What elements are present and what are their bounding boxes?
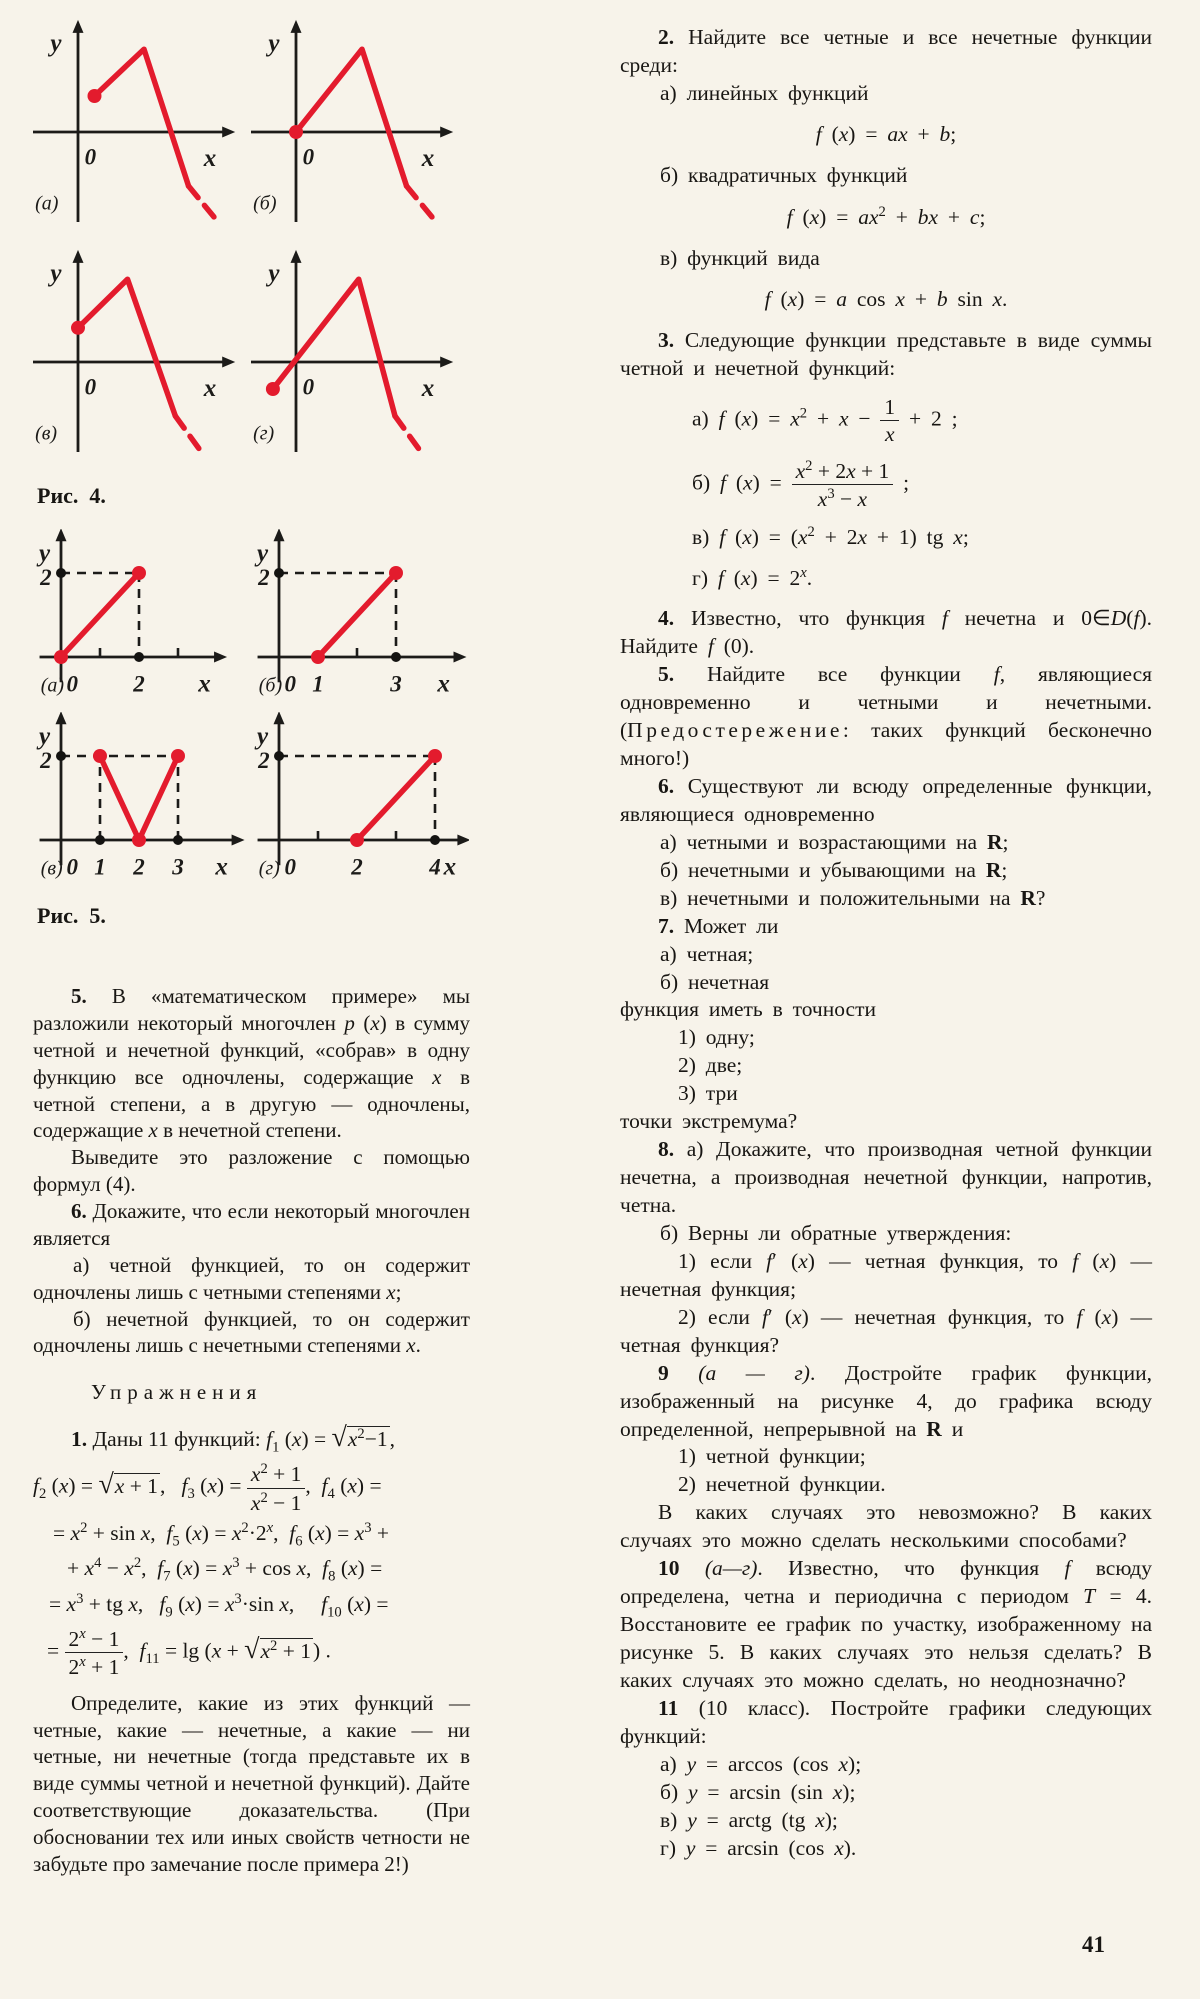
problem-11-item-v: в) y = arctg (tg x); (660, 1807, 838, 1832)
problem-7-text: функция иметь в точности (620, 997, 876, 1022)
svg-text:(в): (в) (35, 422, 58, 445)
svg-text:0: 0 (302, 144, 315, 170)
svg-text:y: y (256, 540, 269, 568)
exercises-heading: Упражнения (91, 1380, 263, 1405)
exercise-1-line-2: $f_2$ (x) = √x + 1, $f_3$ (x) = $\frac{x^2 + 1}{x^2 - 1}$ , $f_4$ (x) = (33, 1461, 382, 1515)
svg-text:x: x (203, 145, 217, 173)
svg-text:y: y (256, 723, 269, 751)
formula-2b: f $(x) = ax^2$ + bx + c; (786, 203, 986, 229)
problem-8-item-1: 1) если f′ (x) — четная функция, то f (x) — нечетная функция; (620, 1248, 1152, 1301)
fig4-graph-v (33, 245, 251, 475)
paragraph-problem-6: 6. Докажите, что если некоторый многочлен является (33, 1199, 470, 1250)
formula-3g: г) f $(x) = 2^x$. (692, 565, 813, 591)
problem-2-item-a: а) линейных функций (660, 80, 869, 105)
svg-text:(а): (а) (35, 192, 59, 215)
problem-7: 7. Может ли (658, 913, 779, 938)
figure-4-row-1 (33, 15, 470, 245)
problem-6-item-a: а) четными и возрастающими на R; (660, 829, 1009, 854)
svg-text:x: x (421, 375, 435, 403)
problem-11-item-b: б) y = arcsin (sin x); (660, 1779, 856, 1804)
paragraph-problem-5: 5. В «математическом примере» мы разложили некоторый многочлен p (x) в сумму четной и нечетной функций, «собрав» в одну функцию все одночлены, содержащие x в четной степени, а в другую — одночлены, содержащие x в нечетной степени. (33, 984, 470, 1143)
svg-text:(г): (г) (258, 857, 280, 880)
fig4-graph-g (251, 245, 469, 475)
problem-6-item-b: б) нечетной функцией, то он содержит одночлены лишь с нечетными степенями x. (33, 1306, 470, 1358)
svg-text:0: 0 (284, 671, 296, 697)
figure-5-row-1 (33, 529, 470, 712)
exercise-1-conclusion: Определите, какие из этих функций — четные, какие — нечетные, а какие — ни четные, ни нечетные (тогда представьте их в виде суммы четной и нечетной функций). Дайте соответствующие доказательства. (При обосновании тех или иных свойств четности не забудьте про замечание после примера 2!) (33, 1690, 470, 1876)
svg-text:3: 3 (390, 671, 402, 697)
figure-4-row-2 (33, 245, 470, 475)
problem-7-item-2: 2) две; (678, 1053, 743, 1078)
problem-7-item-b: б) нечетная (660, 969, 770, 994)
svg-text:x: x (437, 670, 450, 698)
problem-6-item-b: б) нечетными и убывающими на R; (660, 857, 1008, 882)
problem-8: 8. а) Докажите, что производная четной функции нечетна, а производная нечетной функции, напротив, четна. (620, 1137, 1152, 1218)
problem-6-item-a: а) четной функцией, то он содержит одночлены лишь с четными степенями x; (33, 1252, 470, 1304)
exercise-1-line-3: = $x^2 + \sin x$, $f_5$ $(x) = x^2\cdot 2^x$, $f_6$ $(x) = x^3$ + (53, 1519, 390, 1550)
svg-text:2: 2 (40, 747, 52, 773)
svg-text:y: y (38, 540, 51, 568)
problem-6: 6. Существуют ли всюду определенные функции, являющиеся одновременно (620, 773, 1152, 826)
svg-text:x: x (421, 145, 435, 173)
problem-7-text-end: точки экстремума? (620, 1109, 798, 1134)
exercise-1-line-4: + $x^4 - x^2$, $f_7$ $(x) = x^3 + \cos x$, $f_8$ (x) = (67, 1555, 383, 1585)
fig5-graph-a (33, 529, 251, 712)
exercise-1-line-1: 1. Даны 11 функций: $f_1$ $(x) = √x^2-1$, (71, 1422, 395, 1456)
left-column (33, 15, 470, 1878)
problem-7-item-3: 3) три (678, 1081, 738, 1106)
svg-text:x: x (215, 853, 228, 881)
page-number: 41 (1082, 1932, 1105, 1957)
problem-7-item-a: а) четная; (660, 941, 754, 966)
svg-text:3: 3 (172, 854, 184, 880)
svg-text:0: 0 (284, 854, 296, 880)
exercise-1-line-6: = $\frac{2^x - 1}{2^x + 1}$ , $f_{11} = \lg (x + √x^2 + 1)$ . (47, 1626, 331, 1680)
formula-2v: f (x) = a cos x + b sin x. (764, 286, 1008, 311)
svg-text:1: 1 (312, 671, 324, 697)
exercise-1-line-5: = $x^3$ + tg x, $f_9$ $(x) = x^3\cdot\sin$ x, $f_{10}$ (x) = (49, 1590, 389, 1621)
svg-text:(б): (б) (253, 192, 277, 215)
formula-3a: а) f $(x) = x^2 + x$ − $\frac{1}{x}$ + 2 ; (692, 394, 958, 446)
svg-text:0: 0 (84, 144, 97, 170)
figure-5-caption: Рис. 5. (37, 903, 106, 928)
problem-10: 10 (а—г). Известно, что функция f всюду определена, четна и периодична с периодом T = 4. Восстановите ее график по участку, изображенному на рисунке 5. В каких случаях это нельзя сделать? В каких случаях это можно сделать, но неоднозначно? (620, 1556, 1152, 1692)
svg-text:2: 2 (258, 747, 270, 773)
svg-text:2: 2 (258, 564, 270, 590)
problem-4: 4. Известно, что функция f нечетна и 0∈D(f). Найдите f (0). (620, 606, 1152, 659)
svg-text:(г): (г) (253, 422, 275, 445)
svg-text:0: 0 (302, 374, 315, 400)
figure-5-row-2 (33, 712, 470, 895)
svg-text:2: 2 (351, 854, 363, 880)
formula-2a: f (x) = ax + b; (815, 121, 957, 146)
problem-9-item-1: 1) четной функции; (678, 1444, 866, 1469)
problem-3: 3. Следующие функции представьте в виде суммы четной и нечетной функций: (620, 327, 1152, 380)
formula-3v: в) f $(x) = (x^2 + 2x + 1)$ tg x; (692, 524, 969, 550)
formula-3b: б) f (x) = $\frac{x^2 + 2x + 1}{x^3 - x}$ ; (692, 457, 910, 512)
svg-text:x: x (203, 375, 217, 403)
problem-7-item-1: 1) одну; (678, 1025, 755, 1050)
right-column (620, 24, 1152, 1863)
problem-2-item-b: б) квадратичных функций (660, 162, 908, 187)
paragraph-problem-5-cont: Выведите это разложение с помощью формул (4). (33, 1145, 470, 1197)
svg-text:(в): (в) (40, 857, 63, 880)
problem-9-question: В каких случаях это невозможно? В каких случаях это можно сделать несколькими способами? (620, 1500, 1152, 1553)
problem-5: 5. Найдите все функции f, являющиеся одновременно и четными и нечетными. (Предостережение: таких функций бесконечно много!) (620, 662, 1152, 771)
problem-2: 2. Найдите все четные и все нечетные функции среди: (620, 25, 1152, 77)
problem-11: 11 (10 класс). Постройте графики следующих функций: (620, 1695, 1152, 1748)
svg-text:0: 0 (66, 854, 78, 880)
svg-text:0: 0 (84, 374, 97, 400)
svg-text:1: 1 (94, 854, 106, 880)
fig5-graph-v (33, 712, 251, 895)
svg-text:2: 2 (133, 854, 145, 880)
problem-6-item-v: в) нечетными и положительными на R? (660, 885, 1046, 910)
svg-text:y: y (38, 723, 51, 751)
problem-8-item-2: 2) если f′ (x) — нечетная функция, то f (x) — четная функция? (620, 1304, 1152, 1357)
problem-8-item-b: б) Верны ли обратные утверждения: (660, 1220, 1012, 1245)
svg-text:4: 4 (429, 854, 441, 880)
svg-text:y: y (268, 30, 280, 57)
fig5-graph-g (251, 712, 469, 895)
problem-9-item-2: 2) нечетной функции. (678, 1472, 886, 1497)
svg-text:y: y (50, 260, 62, 287)
svg-text:(б): (б) (258, 674, 283, 697)
fig4-graph-b (251, 15, 469, 245)
problem-11-item-a: а) y = arccos (cos x); (660, 1751, 862, 1776)
fig4-graph-a (33, 15, 251, 245)
svg-text:y: y (50, 30, 62, 57)
figure-4-caption: Рис. 4. (37, 483, 106, 508)
problem-2-item-v: в) функций вида (660, 245, 820, 270)
svg-text:(а): (а) (40, 674, 65, 697)
svg-text:2: 2 (40, 564, 52, 590)
fig5-graph-b (251, 529, 469, 712)
problem-11-item-g: г) y = arcsin (cos x). (660, 1835, 857, 1860)
svg-text:x: x (443, 853, 457, 881)
svg-text:y: y (268, 260, 280, 287)
problem-9: 9 (а — г). Достройте график функции, изображенный на рисунке 4, до графика всюду определенной, непрерывной на R и (620, 1360, 1153, 1441)
svg-text:2: 2 (133, 671, 145, 697)
svg-text:0: 0 (66, 671, 78, 697)
svg-text:x: x (198, 670, 211, 698)
figure-5 (33, 529, 470, 929)
